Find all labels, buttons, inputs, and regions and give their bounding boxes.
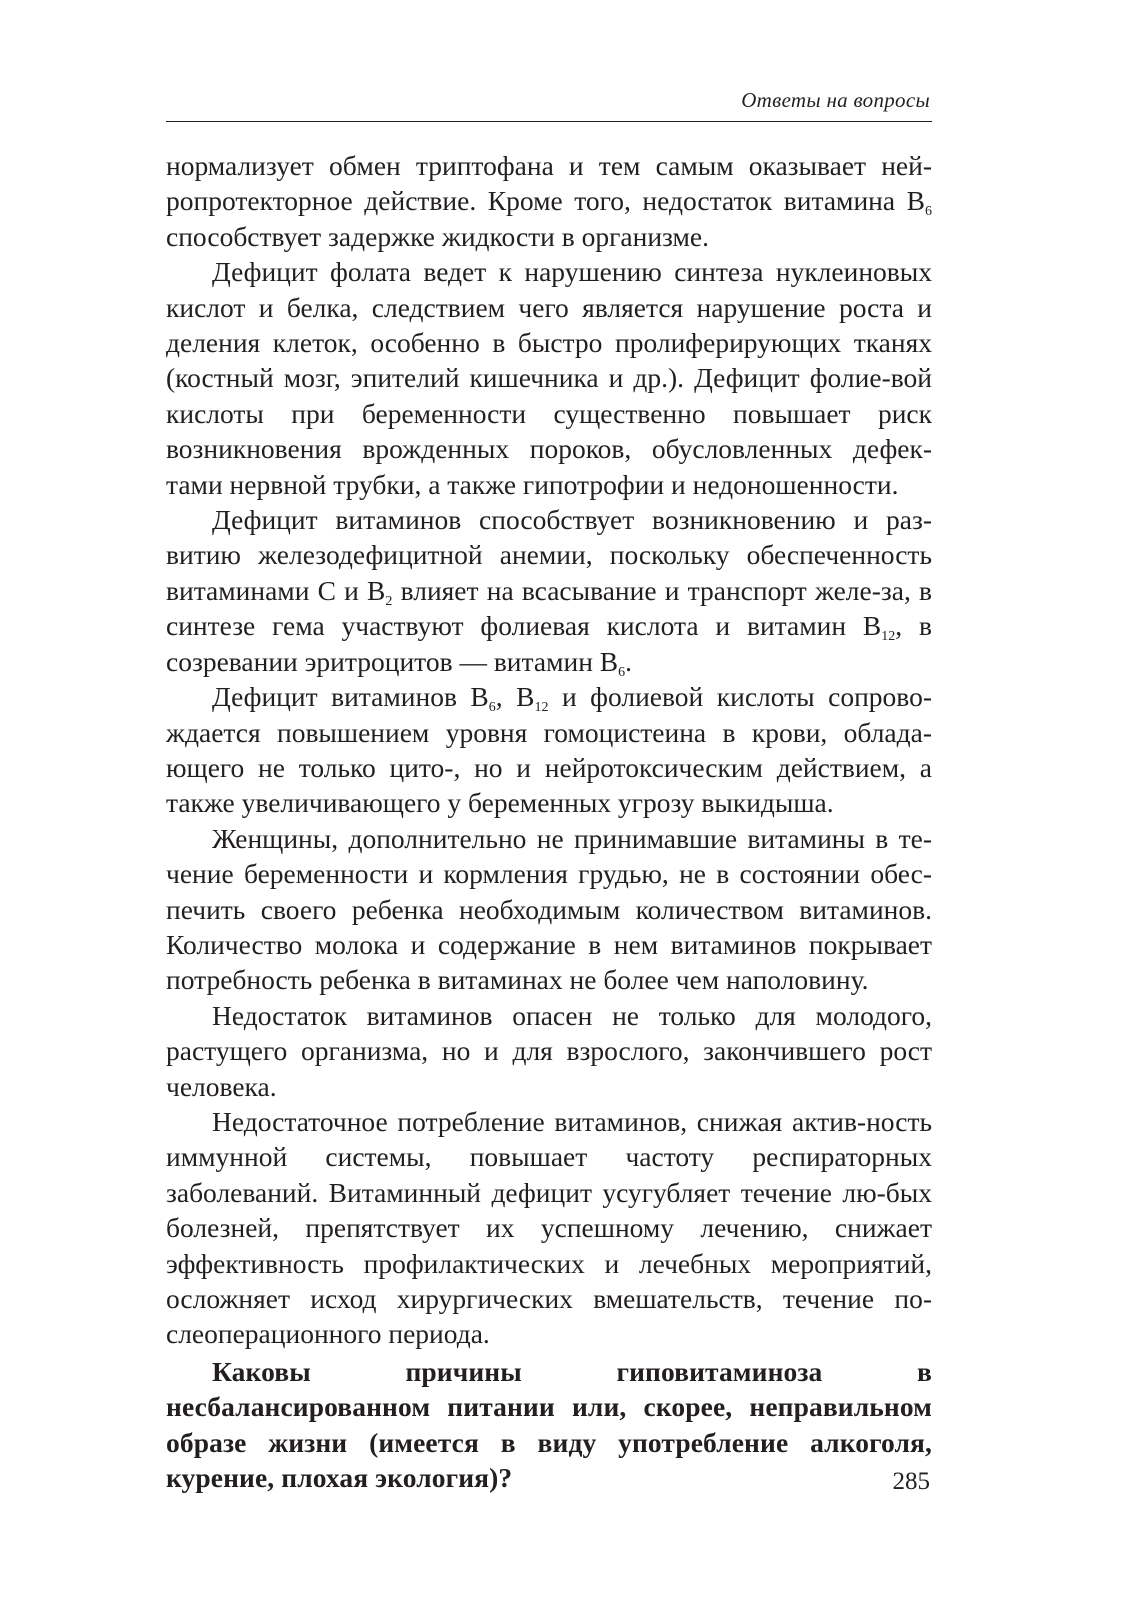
paragraph-text: влияет на всасывание и транспорт желе-за, в синтезе гема участвуют фолиевая кислота и витамин В: [166, 574, 932, 642]
paragraph-text: нормализует обмен триптофана и тем самым оказывает ней-ропротекторное действие. Кроме того, недостаток витамина B: [166, 150, 932, 217]
paragraph-text: , В: [495, 681, 535, 713]
paragraph-text: Недостаток витаминов опасен не только для молодого, растущего организма, но и для взрослого, закончившего рост человека.: [166, 999, 932, 1102]
paragraph-5: [166, 821, 932, 998]
paragraph-1: [166, 148, 932, 254]
question-heading: Каковы причины гиповитаминоза в несбалансированном питании или, скорее, неправильном образе жизни (имеется в виду употребление алкоголя, курение, плохая экология)?: [166, 1355, 932, 1494]
header-rule: [166, 121, 932, 122]
page-number: 285: [892, 1468, 930, 1495]
paragraph-3: [166, 502, 932, 679]
paragraph-text: Дефицит фолата ведет к нарушению синтеза нуклеиновых кислот и белка, следствием чего является нарушение роста и деления клеток, особенно в быстро пролиферирующих тканях (костный мозг, эпителий кишечника и др.). Дефицит фолие-вой кислоты при беременности существенно повышает риск возникновения врожденных пороков, обусловленных дефек-тами нервной трубки, а также гипотрофии и недоношенности.: [166, 256, 932, 500]
paragraph-7: [166, 1104, 932, 1352]
subscript: 2: [385, 593, 393, 609]
body-text: [166, 148, 932, 1495]
paragraph-4: [166, 679, 932, 821]
paragraph-6: [166, 998, 932, 1104]
paragraph-text: .: [625, 645, 633, 677]
paragraph-text: Недостаточное потребление витаминов, снижая актив-ность иммунной системы, повышает частоту респираторных заболеваний. Витаминный дефицит усугубляет течение лю-бых болезней, препятствует их успешному лечению, снижает эффективность профилактических и лечебных мероприятий, осложняет исход хирургических вмешательств, течение по-слеоперационного периода.: [166, 1105, 932, 1350]
subscript: 6: [618, 664, 626, 680]
running-head: Ответы на вопросы: [741, 88, 930, 112]
subscript: 6: [488, 700, 496, 716]
paragraph-text: и фолиевой кислоты сопрово-ждается повышением уровня гомоцистеина в крови, облада-ющего не только цито-, но и нейротоксическим действием, а также увеличивающего у беременных угрозу выкидыша.: [166, 681, 932, 819]
paragraph-2: [166, 254, 932, 502]
paragraph-text: Дефицит витаминов В: [212, 681, 489, 713]
subscript: 6: [925, 204, 932, 220]
subscript: 12: [534, 700, 549, 716]
paragraph-text: Дефицит витаминов способствует возникновению и раз-витию железодефицитной анемии, поскольку обеспеченность витаминами С и В: [166, 504, 932, 606]
paragraph-text: , в созревании эритроцитов — витамин В: [166, 610, 932, 677]
paragraph-text: Женщины, дополнительно не принимавшие витамины в те-чение беременности и кормления грудью, не в состоянии обес-печить своего ребенка необходимым количеством витаминов. Количество молока и содержание в нем витаминов покрывает потребность ребенка в витаминах не более чем наполовину.: [166, 822, 932, 996]
paragraph-text: способствует задержке жидкости в организме.: [166, 220, 709, 252]
subscript: 12: [881, 629, 896, 645]
